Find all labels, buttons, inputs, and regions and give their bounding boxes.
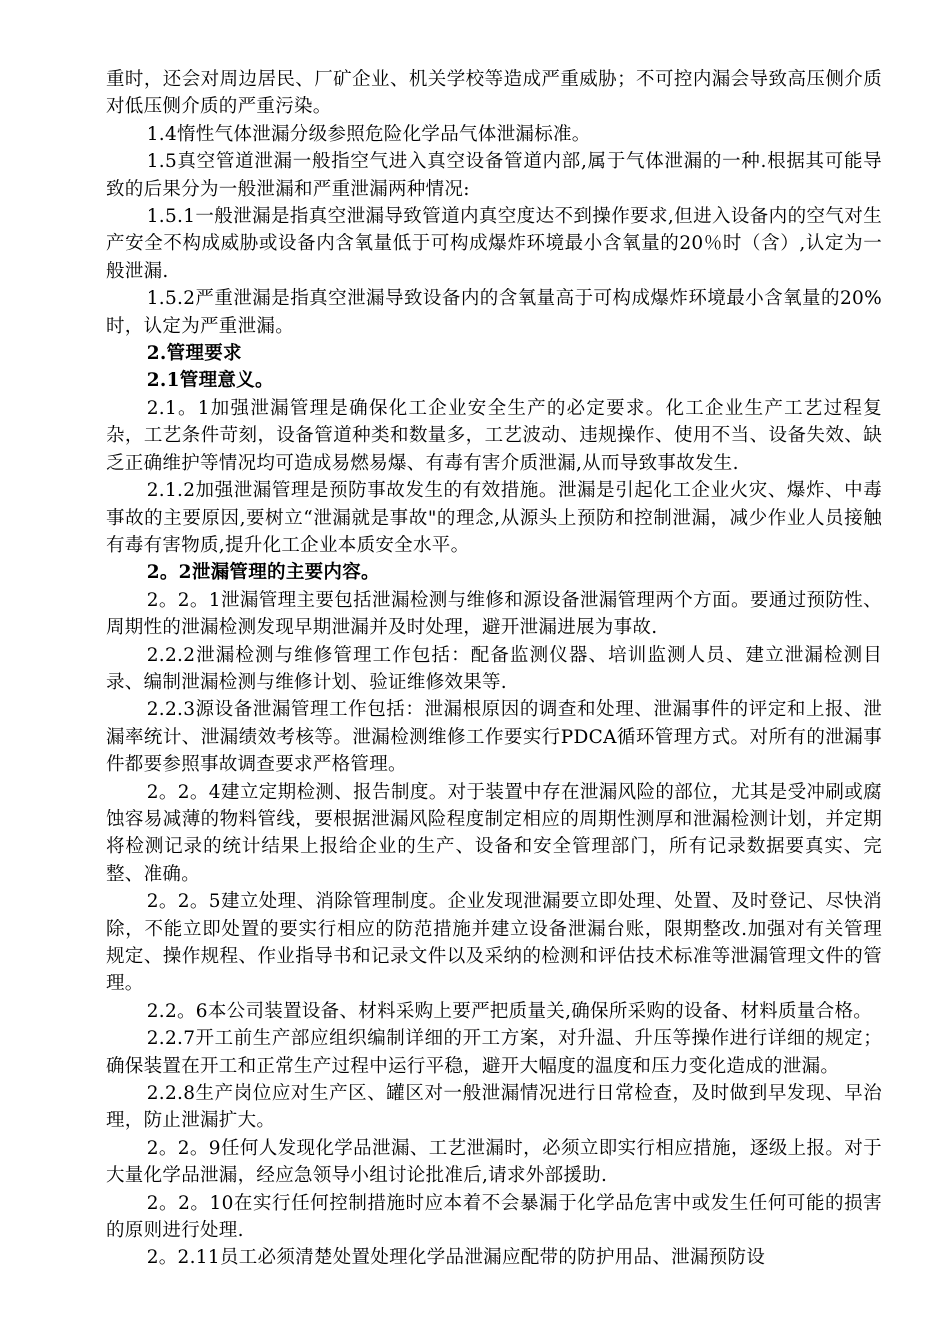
paragraph-2-2-3: 2.2.3源设备泄漏管理工作包括：泄漏根原因的调查和处理、泄漏事件的评定和上报、泄漏率统计、泄漏绩效考核等。泄漏检测维修工作要实行PDCA循环管理方式。对所有的泄漏事件都要参照事故调查要求严格管理。 [106,699,882,776]
subsection-heading-2-2: 2。2泄漏管理的主要内容。 [146,562,380,584]
paragraph-1-4: 1.4惰性气体泄漏分级参照危险化学品气体泄漏标准。 [146,123,591,145]
paragraph-2-2-11: 2。2.11员工必须清楚处置处理化学品泄漏应配带的防护用品、泄漏预防设 [146,1247,766,1269]
paragraph-2-2-7: 2.2.7开工前生产部应组织编制详细的开工方案，对升温、升压等操作进行详细的规定；确保装置在开工和正常生产过程中运行平稳，避开大幅度的温度和压力变化造成的泄漏。 [106,1028,882,1077]
subsection-heading-2-1: 2.1管理意义。 [146,370,274,392]
paragraph-2-2-2: 2.2.2泄漏检测与维修管理工作包括：配备监测仪器、培训监测人员、建立泄漏检测目录、编制泄漏检测与维修计划、验证维修效果等. [106,644,882,693]
paragraph-1-5: 1.5真空管道泄漏一般指空气进入真空设备管道内部,属于气体泄漏的一种.根据其可能导致的后果分为一般泄漏和严重泄漏两种情况: [106,151,882,200]
paragraph-2-2-6: 2.2。6本公司装置设备、材料采购上要严把质量关,确保所采购的设备、材料质量合格。 [146,1000,873,1022]
paragraph-2-2-8: 2.2.8生产岗位应对生产区、罐区对一般泄漏情况进行日常检查，及时做到早发现、早治理，防止泄漏扩大。 [106,1083,882,1132]
section-heading-2: 2.管理要求 [146,343,242,365]
paragraph-2-2-10: 2。2。10在实行任何控制措施时应本着不会暴漏于化学品危害中或发生任何可能的损害的原则进行处理. [106,1192,882,1242]
paragraph-2-1-2: 2.1.2加强泄漏管理是预防事故发生的有效措施。泄漏是引起化工企业火灾、爆炸、中毒事故的主要原因,要树立“泄漏就是事故"的理念,从源头上预防和控制泄漏，减少作业人员接触有毒有害物质,提升化工企业本质安全水平。 [106,480,882,556]
paragraph-1-5-1: 1.5.1一般泄漏是指真空泄漏导致管道内真空度达不到操作要求,但进入设备内的空气对生产安全不构成威胁或设备内含氧量低于可构成爆炸环境最小含氧量的20％时（含）,认定为一般泄漏. [106,206,882,282]
document-page [106,66,882,1272]
paragraph-2-2-1: 2。2。1泄漏管理主要包括泄漏检测与维修和源设备泄漏管理两个方面。要通过预防性、周期性的泄漏检测发现早期泄漏并及时处理，避开泄漏进展为事故. [106,589,882,639]
paragraph-2-1-1: 2.1。1加强泄漏管理是确保化工企业安全生产的必定要求。化工企业生产工艺过程复杂，工艺条件苛刻，设备管道种类和数量多，工艺波动、违规操作、使用不当、设备失效、缺乏正确维护等情况均可造成易燃易爆、有毒有害介质泄漏,从而导致事故发生. [106,397,882,474]
paragraph-2-2-4: 2。2。4建立定期检测、报告制度。对于装置中存在泄漏风险的部位，尤其是受冲刷或腐蚀容易减薄的物料管线，要根据泄漏风险程度制定相应的周期性测厚和泄漏检测计划，并定期将检测记录的统计结果上报给企业的生产、设备和安全管理部门，所有记录数据要真实、完整、准确。 [106,781,882,885]
paragraph-1-5-2: 1.5.2严重泄漏是指真空泄漏导致设备内的含氧量高于可构成爆炸环境最小含氧量的20%时，认定为严重泄漏。 [106,288,882,337]
paragraph-2-2-9: 2。2。9任何人发现化学品泄漏、工艺泄漏时，必须立即实行相应措施，逐级上报。对于大量化学品泄漏，经应急领导小组讨论批准后,请求外部援助. [106,1137,882,1187]
paragraph-continuation: 重时，还会对周边居民、厂矿企业、机关学校等造成严重威胁；不可控内漏会导致高压侧介质对低压侧介质的严重污染。 [106,69,882,118]
paragraph-2-2-5: 2。2。5建立处理、消除管理制度。企业发现泄漏要立即处理、处置、及时登记、尽快消除，不能立即处置的要实行相应的防范措施并建立设备泄漏台账，限期整改.加强对有关管理规定、操作规程、作业指导书和记录文件以及采纳的检测和评估技术标准等泄漏管理文件的管理。 [106,891,882,995]
